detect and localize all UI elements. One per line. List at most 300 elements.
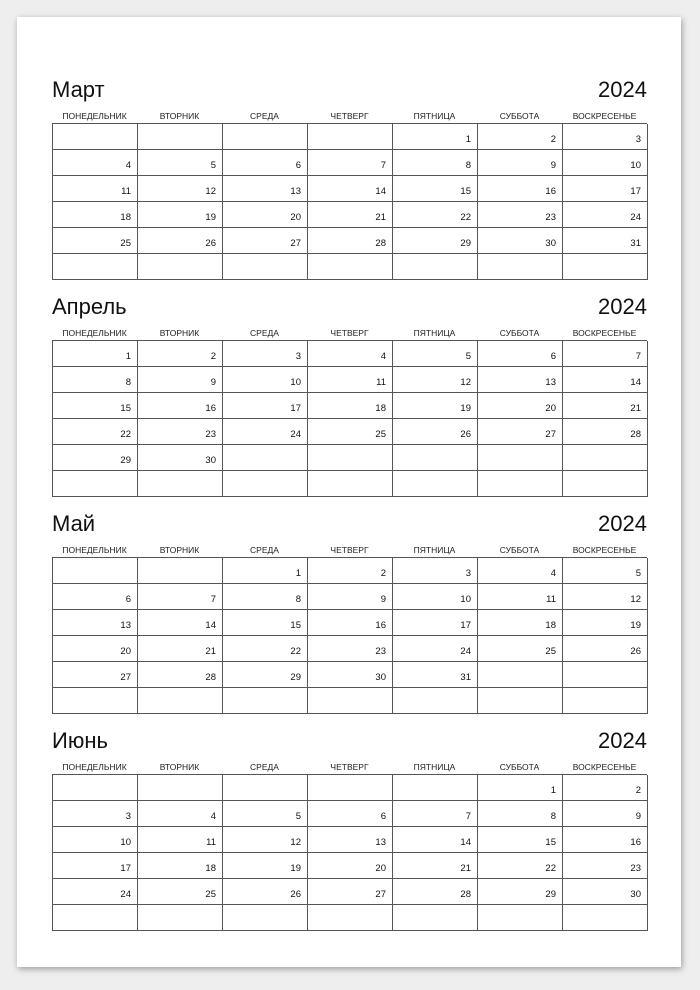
month-name: Март — [52, 77, 105, 102]
day-number: 6 — [125, 594, 131, 605]
month-year: 2024 — [598, 294, 647, 319]
day-number: 2 — [210, 351, 216, 362]
weekday-label: ВОСКРЕСЕНЬЕ — [572, 111, 637, 121]
day-cell — [223, 202, 308, 228]
weekday-label: СУББОТА — [499, 111, 540, 121]
day-cell — [138, 662, 223, 688]
day-number: 14 — [375, 186, 386, 197]
day-cell — [308, 879, 393, 905]
weekday-label: ПОНЕДЕЛЬНИК — [62, 762, 127, 772]
day-cell — [53, 341, 138, 367]
weekday-label: ПОНЕДЕЛЬНИК — [62, 111, 127, 121]
day-cell — [53, 367, 138, 393]
day-cell — [53, 610, 138, 636]
day-cell — [138, 176, 223, 202]
day-cell — [223, 471, 308, 497]
day-cell — [223, 367, 308, 393]
day-cell — [138, 367, 223, 393]
day-cell — [308, 393, 393, 419]
day-number: 14 — [205, 620, 216, 631]
day-cell — [393, 610, 478, 636]
day-cell — [563, 688, 648, 714]
day-number: 1 — [465, 134, 471, 145]
weekday-label: ВОСКРЕСЕНЬЕ — [572, 762, 637, 772]
day-number: 27 — [375, 889, 386, 900]
month-block-may — [52, 509, 647, 714]
day-number: 31 — [630, 238, 641, 249]
weekday-label: ПЯТНИЦА — [413, 328, 456, 338]
day-number: 23 — [630, 863, 641, 874]
day-cell — [563, 662, 648, 688]
weekday-label: ВТОРНИК — [159, 111, 200, 121]
day-number: 6 — [380, 811, 386, 822]
weekday-label: СРЕДА — [250, 545, 279, 555]
day-number: 26 — [460, 429, 471, 440]
day-cell — [393, 254, 478, 280]
month-header — [52, 726, 647, 760]
day-cell — [563, 176, 648, 202]
weekday-label: СУББОТА — [499, 762, 540, 772]
day-number: 5 — [210, 160, 216, 171]
day-cell — [53, 202, 138, 228]
day-cell — [223, 610, 308, 636]
day-number: 30 — [630, 889, 641, 900]
day-cell — [478, 879, 563, 905]
day-cell — [308, 254, 393, 280]
day-cell — [563, 558, 648, 584]
day-cell — [478, 688, 563, 714]
day-cell — [138, 445, 223, 471]
day-number: 23 — [545, 212, 556, 223]
day-cell — [138, 775, 223, 801]
weekday-label: ВТОРНИК — [159, 545, 200, 555]
day-cell — [138, 254, 223, 280]
day-number: 9 — [635, 811, 641, 822]
day-cell — [53, 254, 138, 280]
day-cell — [393, 558, 478, 584]
day-number: 27 — [120, 672, 131, 683]
day-cell — [393, 150, 478, 176]
day-cell — [53, 827, 138, 853]
day-cell — [563, 367, 648, 393]
day-cell — [308, 558, 393, 584]
weekday-label: ПЯТНИЦА — [413, 111, 456, 121]
day-number: 19 — [205, 212, 216, 223]
day-cell — [563, 584, 648, 610]
weekday-label: ВОСКРЕСЕНЬЕ — [572, 545, 637, 555]
day-cell — [308, 228, 393, 254]
day-cell — [53, 688, 138, 714]
day-cell — [308, 124, 393, 150]
day-number: 25 — [545, 646, 556, 657]
day-number: 16 — [630, 837, 641, 848]
day-cell — [223, 445, 308, 471]
day-cell — [393, 801, 478, 827]
day-cell — [478, 471, 563, 497]
day-cell — [393, 445, 478, 471]
month-name: Апрель — [52, 294, 127, 319]
day-cell — [53, 150, 138, 176]
day-number: 17 — [290, 403, 301, 414]
weekday-label: ВОСКРЕСЕНЬЕ — [572, 328, 637, 338]
day-number: 21 — [460, 863, 471, 874]
day-cell — [223, 341, 308, 367]
day-cell — [393, 584, 478, 610]
day-cell — [563, 254, 648, 280]
day-cell — [478, 905, 563, 931]
day-cell — [478, 827, 563, 853]
day-number: 14 — [460, 837, 471, 848]
day-cell — [563, 775, 648, 801]
day-number: 11 — [546, 594, 556, 605]
day-cell — [393, 176, 478, 202]
day-cell — [53, 558, 138, 584]
day-number: 5 — [295, 811, 301, 822]
day-cell — [138, 202, 223, 228]
day-number: 22 — [290, 646, 301, 657]
day-cell — [393, 124, 478, 150]
day-number: 27 — [545, 429, 556, 440]
day-cell — [393, 662, 478, 688]
day-cell — [308, 176, 393, 202]
day-cell — [308, 905, 393, 931]
day-cell — [308, 150, 393, 176]
day-cell — [478, 124, 563, 150]
day-cell — [308, 202, 393, 228]
day-cell — [223, 150, 308, 176]
day-number: 28 — [205, 672, 216, 683]
day-cell — [393, 853, 478, 879]
day-number: 11 — [376, 377, 386, 388]
day-number: 3 — [465, 568, 471, 579]
day-cell — [563, 801, 648, 827]
day-number: 2 — [635, 785, 641, 796]
day-cell — [53, 176, 138, 202]
day-cell — [478, 853, 563, 879]
day-number: 28 — [460, 889, 471, 900]
day-number: 8 — [550, 811, 556, 822]
day-number: 30 — [375, 672, 386, 683]
day-number: 19 — [460, 403, 471, 414]
day-cell — [563, 445, 648, 471]
day-number: 4 — [125, 160, 131, 171]
day-cell — [393, 827, 478, 853]
day-cell — [563, 341, 648, 367]
day-cell — [478, 228, 563, 254]
day-cell — [138, 827, 223, 853]
day-cell — [478, 150, 563, 176]
day-number: 12 — [290, 837, 301, 848]
day-cell — [138, 688, 223, 714]
day-cell — [393, 636, 478, 662]
day-cell — [53, 905, 138, 931]
day-cell — [478, 419, 563, 445]
day-number: 11 — [121, 186, 131, 197]
day-number: 15 — [460, 186, 471, 197]
weekday-label: ВТОРНИК — [159, 762, 200, 772]
day-number: 4 — [550, 568, 556, 579]
day-cell — [223, 775, 308, 801]
day-cell — [393, 393, 478, 419]
day-number: 15 — [290, 620, 301, 631]
day-cell — [223, 124, 308, 150]
day-number: 5 — [635, 568, 641, 579]
day-cell — [223, 176, 308, 202]
day-cell — [393, 688, 478, 714]
day-number: 3 — [125, 811, 131, 822]
day-cell — [393, 419, 478, 445]
day-cell — [223, 636, 308, 662]
day-number: 31 — [460, 672, 471, 683]
day-cell — [223, 801, 308, 827]
day-cell — [563, 636, 648, 662]
day-cell — [138, 471, 223, 497]
day-cell — [478, 610, 563, 636]
day-cell — [308, 853, 393, 879]
day-cell — [308, 775, 393, 801]
day-cell — [478, 801, 563, 827]
day-cell — [138, 419, 223, 445]
day-number: 6 — [550, 351, 556, 362]
day-cell — [308, 688, 393, 714]
month-block-june — [52, 726, 647, 931]
day-cell — [393, 202, 478, 228]
day-number: 18 — [375, 403, 386, 414]
day-number: 23 — [205, 429, 216, 440]
day-number: 8 — [125, 377, 131, 388]
day-cell — [478, 662, 563, 688]
day-number: 12 — [205, 186, 216, 197]
weekday-label: СУББОТА — [499, 328, 540, 338]
weekday-header-row — [52, 109, 647, 123]
day-number: 3 — [635, 134, 641, 145]
weekday-header-row — [52, 326, 647, 340]
weekday-label: ВТОРНИК — [159, 328, 200, 338]
day-number: 9 — [210, 377, 216, 388]
month-grid — [52, 774, 647, 931]
day-number: 18 — [120, 212, 131, 223]
day-number: 26 — [630, 646, 641, 657]
day-number: 13 — [545, 377, 556, 388]
day-cell — [393, 367, 478, 393]
day-number: 18 — [205, 863, 216, 874]
day-cell — [478, 558, 563, 584]
day-cell — [53, 445, 138, 471]
day-number: 7 — [210, 594, 216, 605]
day-number: 10 — [630, 160, 641, 171]
day-number: 20 — [290, 212, 301, 223]
day-cell — [223, 228, 308, 254]
day-cell — [53, 879, 138, 905]
day-cell — [478, 445, 563, 471]
day-number: 20 — [120, 646, 131, 657]
day-number: 4 — [380, 351, 386, 362]
day-cell — [223, 584, 308, 610]
weekday-label: СРЕДА — [250, 328, 279, 338]
month-grid — [52, 557, 647, 714]
day-cell — [563, 124, 648, 150]
day-number: 22 — [120, 429, 131, 440]
day-cell — [308, 445, 393, 471]
day-cell — [138, 341, 223, 367]
day-number: 30 — [205, 455, 216, 466]
day-number: 27 — [290, 238, 301, 249]
day-number: 16 — [205, 403, 216, 414]
day-number: 29 — [460, 238, 471, 249]
day-cell — [53, 636, 138, 662]
day-cell — [563, 419, 648, 445]
day-number: 30 — [545, 238, 556, 249]
day-cell — [478, 775, 563, 801]
day-cell — [53, 419, 138, 445]
day-cell — [478, 393, 563, 419]
weekday-label: ЧЕТВЕРГ — [330, 545, 369, 555]
day-cell — [393, 775, 478, 801]
day-number: 25 — [205, 889, 216, 900]
day-cell — [308, 636, 393, 662]
day-cell — [53, 853, 138, 879]
day-number: 1 — [550, 785, 556, 796]
day-number: 21 — [630, 403, 641, 414]
day-number: 2 — [550, 134, 556, 145]
day-number: 25 — [120, 238, 131, 249]
month-year: 2024 — [598, 511, 647, 536]
day-cell — [53, 228, 138, 254]
day-number: 22 — [545, 863, 556, 874]
day-cell — [138, 584, 223, 610]
day-cell — [53, 775, 138, 801]
day-cell — [478, 584, 563, 610]
day-number: 17 — [120, 863, 131, 874]
day-number: 1 — [295, 568, 301, 579]
day-cell — [138, 801, 223, 827]
day-cell — [308, 471, 393, 497]
day-cell — [478, 254, 563, 280]
weekday-label: ЧЕТВЕРГ — [330, 762, 369, 772]
day-number: 4 — [210, 811, 216, 822]
day-number: 10 — [460, 594, 471, 605]
day-number: 21 — [375, 212, 386, 223]
day-number: 12 — [630, 594, 641, 605]
weekday-label: ПЯТНИЦА — [413, 762, 456, 772]
weekday-label: ПОНЕДЕЛЬНИК — [62, 328, 127, 338]
day-number: 9 — [380, 594, 386, 605]
weekday-header-row — [52, 760, 647, 774]
month-header — [52, 75, 647, 109]
day-number: 28 — [630, 429, 641, 440]
day-number: 7 — [380, 160, 386, 171]
day-cell — [563, 827, 648, 853]
day-cell — [138, 228, 223, 254]
day-number: 23 — [375, 646, 386, 657]
day-cell — [478, 176, 563, 202]
day-cell — [223, 419, 308, 445]
weekday-label: СУББОТА — [499, 545, 540, 555]
day-number: 8 — [295, 594, 301, 605]
month-block-march — [52, 75, 647, 280]
day-number: 5 — [465, 351, 471, 362]
day-number: 13 — [375, 837, 386, 848]
day-cell — [393, 228, 478, 254]
day-number: 10 — [290, 377, 301, 388]
day-number: 14 — [630, 377, 641, 388]
day-cell — [563, 879, 648, 905]
day-cell — [308, 610, 393, 636]
day-number: 20 — [545, 403, 556, 414]
day-cell — [308, 341, 393, 367]
day-cell — [223, 393, 308, 419]
month-name: Июнь — [52, 728, 108, 753]
day-cell — [138, 853, 223, 879]
day-cell — [138, 636, 223, 662]
day-number: 19 — [290, 863, 301, 874]
month-name: Май — [52, 511, 96, 536]
day-cell — [393, 471, 478, 497]
day-number: 29 — [120, 455, 131, 466]
day-cell — [53, 584, 138, 610]
day-number: 24 — [630, 212, 641, 223]
weekday-label: ПЯТНИЦА — [413, 545, 456, 555]
day-cell — [308, 801, 393, 827]
day-number: 17 — [630, 186, 641, 197]
day-cell — [563, 610, 648, 636]
day-cell — [563, 228, 648, 254]
day-number: 24 — [290, 429, 301, 440]
day-cell — [138, 150, 223, 176]
day-cell — [138, 558, 223, 584]
day-number: 29 — [545, 889, 556, 900]
day-number: 13 — [120, 620, 131, 631]
day-cell — [563, 150, 648, 176]
day-number: 15 — [120, 403, 131, 414]
month-year: 2024 — [598, 728, 647, 753]
day-cell — [53, 801, 138, 827]
day-cell — [138, 610, 223, 636]
month-block-april — [52, 292, 647, 497]
month-grid — [52, 340, 647, 497]
day-number: 19 — [630, 620, 641, 631]
day-number: 6 — [295, 160, 301, 171]
day-cell — [478, 341, 563, 367]
day-cell — [223, 905, 308, 931]
day-cell — [223, 827, 308, 853]
day-cell — [53, 124, 138, 150]
day-number: 24 — [120, 889, 131, 900]
day-cell — [563, 471, 648, 497]
day-cell — [138, 879, 223, 905]
month-header — [52, 509, 647, 543]
day-number: 13 — [290, 186, 301, 197]
day-cell — [478, 202, 563, 228]
day-number: 7 — [635, 351, 641, 362]
day-cell — [308, 367, 393, 393]
weekday-label: ЧЕТВЕРГ — [330, 111, 369, 121]
day-number: 22 — [460, 212, 471, 223]
day-number: 26 — [205, 238, 216, 249]
day-number: 25 — [375, 429, 386, 440]
day-cell — [563, 393, 648, 419]
day-cell — [393, 341, 478, 367]
day-number: 7 — [465, 811, 471, 822]
month-grid — [52, 123, 647, 280]
day-cell — [223, 879, 308, 905]
calendar-page — [17, 17, 681, 967]
month-header — [52, 292, 647, 326]
day-number: 16 — [545, 186, 556, 197]
day-number: 11 — [206, 837, 216, 848]
day-number: 8 — [465, 160, 471, 171]
weekday-header-row — [52, 543, 647, 557]
